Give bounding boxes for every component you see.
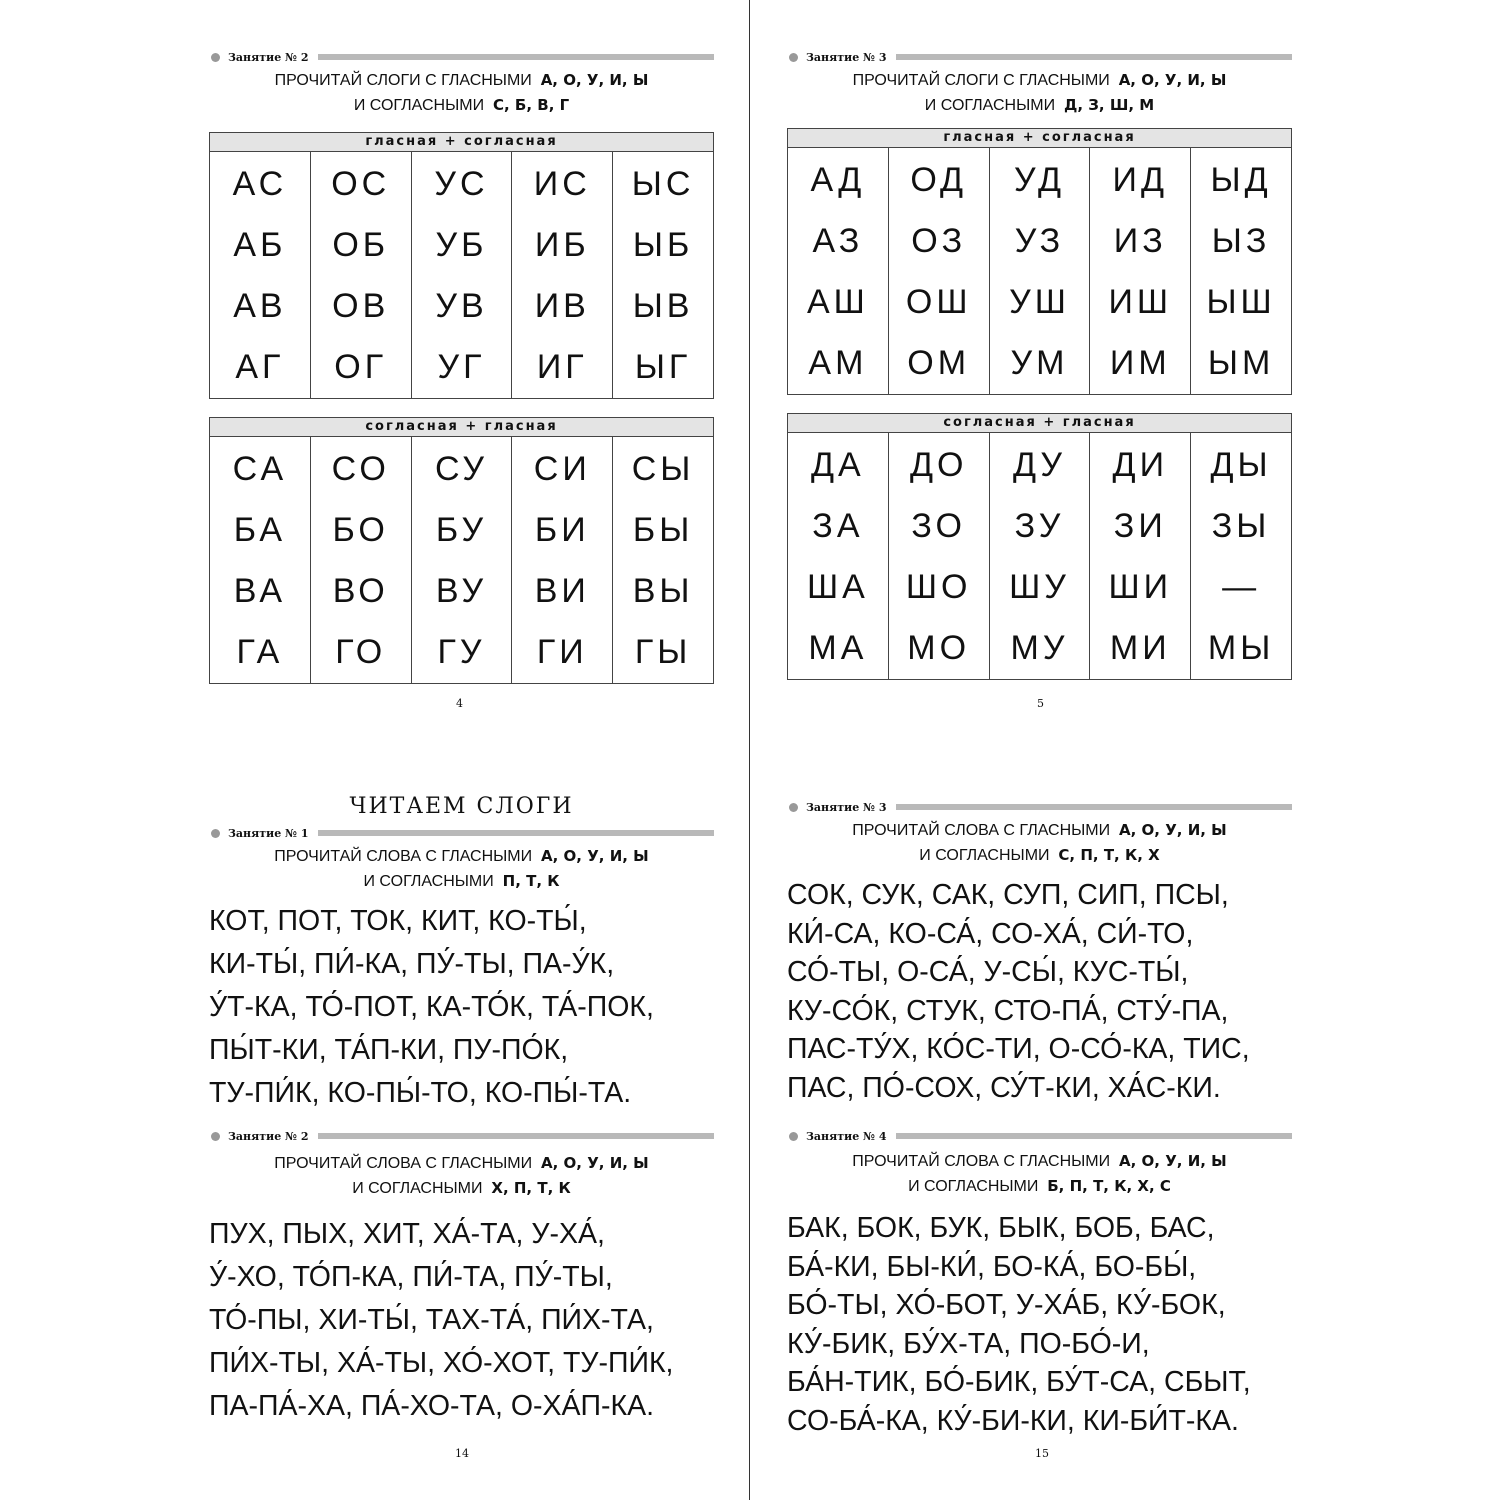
page-number: 14 <box>455 1447 469 1460</box>
syllable-cell: МЫ <box>1207 629 1275 667</box>
instruction-letters: А, О, У, И, Ы <box>541 1154 649 1172</box>
syllable-cell: ЫЗ <box>1211 222 1271 260</box>
syllable-cell: ЫВ <box>632 287 694 325</box>
syllable-cell: ГУ <box>437 633 486 671</box>
instruction-letters: А, О, У, И, Ы <box>540 71 649 89</box>
instruction-text: ПРОЧИТАЙ СЛОВА С ГЛАСНЫМИ <box>852 1153 1111 1170</box>
lesson-label: Занятие № 2 <box>228 50 309 64</box>
lesson-header <box>209 824 714 842</box>
word-line: КУ-СО́К, СТУК, СТО-ПА́, СТУ́-ПА, <box>787 994 1229 1027</box>
instruction-letters: П, Т, К <box>502 872 560 890</box>
syllable-cell: ЫД <box>1210 161 1272 199</box>
lesson-header <box>209 48 714 66</box>
syllable-cell: ЫГ <box>634 348 692 386</box>
syllable-cell: ЫС <box>631 165 695 203</box>
syllable-cell: УГ <box>437 348 486 386</box>
word-line: ПАС, ПО́-СОХ, СУ́Т-КИ, ХА́С-КИ. <box>787 1071 1221 1104</box>
instruction-text: И СОГЛАСНЫМИ <box>352 1180 483 1197</box>
page-4 <box>209 48 714 684</box>
word-line: БО́-ТЫ, ХО́-БОТ, У-ХА́Б, КУ́-БОК, <box>787 1289 1226 1321</box>
syllable-cell: ВУ <box>435 572 488 610</box>
syllable-cell: ИЗ <box>1113 222 1167 260</box>
syllable-cell: ЫШ <box>1206 283 1276 321</box>
syllable-cell: МИ <box>1109 629 1171 667</box>
table-column <box>210 437 310 683</box>
syllable-cell: УВ <box>435 287 488 325</box>
page-number: 15 <box>1035 1447 1049 1460</box>
header-rule <box>318 1133 714 1139</box>
syllable-cell: АД <box>810 161 866 199</box>
word-line: БА́Н-ТИК, БО́-БИК, БУ́Т-СА, СБЫТ, <box>787 1366 1251 1398</box>
syllable-cell: АЗ <box>812 222 864 260</box>
lesson-header <box>787 1127 1292 1145</box>
instruction <box>787 818 1292 868</box>
table-column <box>1190 148 1291 394</box>
syllable-cell: МА <box>808 629 868 667</box>
instruction-text: И СОГЛАСНЫМИ <box>363 873 494 890</box>
syllable-cell: ШУ <box>1009 568 1070 606</box>
bullet-icon <box>789 803 798 812</box>
syllable-cell: МУ <box>1010 629 1069 667</box>
table-header: согласная + гласная <box>210 418 713 437</box>
table-column <box>1089 148 1190 394</box>
syllable-cell: ОС <box>331 165 391 203</box>
table-column <box>511 152 612 398</box>
bullet-icon <box>211 1132 220 1141</box>
instruction-letters: А, О, У, И, Ы <box>541 847 649 865</box>
syllable-cell: ОБ <box>332 226 390 264</box>
syllable-cell: УЗ <box>1014 222 1065 260</box>
word-line: КИ-ТЫ́, ПИ́-КА, ПУ́-ТЫ, ПА-У́К, <box>209 948 615 980</box>
syllable-cell: СО <box>331 450 390 488</box>
word-line: ТО́-ПЫ, ХИ-ТЫ́, ТАХ-ТА́, ПИ́Х-ТА, <box>209 1304 654 1336</box>
instruction <box>209 1151 714 1201</box>
instruction-letters: А, О, У, И, Ы <box>1119 1152 1227 1170</box>
syllable-cell: ГЫ <box>634 633 692 671</box>
instruction-letters: Б, П, Т, К, Х, С <box>1047 1177 1171 1195</box>
page-number: 4 <box>456 697 463 710</box>
word-line: КИ́-СА, КО-СА́, СО-ХА́, СИ́-ТО, <box>787 917 1194 950</box>
word-line: У́-ХО, ТО́П-КА, ПИ́-ТА, ПУ́-ТЫ, <box>209 1261 613 1293</box>
instruction-letters: С, П, Т, К, Х <box>1058 846 1160 864</box>
word-line: ПУХ, ПЫХ, ХИТ, ХА́-ТА, У-ХА́, <box>209 1218 605 1250</box>
instruction-letters: А, О, У, И, Ы <box>1118 71 1227 89</box>
syllable-cell: ИВ <box>534 287 590 325</box>
instruction-text: ПРОЧИТАЙ СЛОГИ С ГЛАСНЫМИ <box>274 72 532 89</box>
syllable-cell: ИБ <box>534 226 590 264</box>
instruction <box>209 68 714 118</box>
header-rule <box>896 54 1292 60</box>
word-line: БАК, БОК, БУК, БЫК, БОБ, БАС, <box>787 1212 1215 1244</box>
syllable-cell: ЗУ <box>1014 507 1065 545</box>
lesson-label: Занятие № 2 <box>228 1129 309 1143</box>
syllable-cell: ДУ <box>1012 446 1066 484</box>
syllable-cell: ГА <box>236 633 284 671</box>
syllable-cell: БА <box>233 511 287 549</box>
word-line: СОК, СУК, САК, СУП, СИП, ПСЫ, <box>787 879 1229 911</box>
table-column <box>788 433 888 679</box>
instruction <box>787 68 1292 118</box>
table-column <box>612 437 713 683</box>
section-title: ЧИТАЕМ СЛОГИ <box>349 794 574 819</box>
syllable-cell: БИ <box>534 511 590 549</box>
header-rule <box>896 1133 1292 1139</box>
table-column <box>888 148 989 394</box>
word-line: ТУ-ПИ́К, КО-ПЫ́-ТО, КО-ПЫ́-ТА. <box>209 1077 632 1109</box>
syllable-cell: УБ <box>435 226 488 264</box>
syllable-cell: ЫБ <box>632 226 694 264</box>
syllable-cell: ВИ <box>534 572 590 610</box>
header-rule <box>318 830 714 836</box>
word-line: СО-БА́-КА, КУ́-БИ-КИ, КИ-БИ́Т-КА. <box>787 1404 1239 1437</box>
page-14 <box>209 790 714 1428</box>
syllable-cell: ГО <box>335 633 387 671</box>
lesson-header <box>209 1127 714 1145</box>
instruction-letters: А, О, У, И, Ы <box>1119 821 1227 839</box>
instruction-text: ПРОЧИТАЙ СЛОВА С ГЛАСНЫМИ <box>274 1155 533 1172</box>
table-column <box>788 148 888 394</box>
syllable-cell: СА <box>232 450 288 488</box>
syllable-cell: ИМ <box>1109 344 1171 382</box>
word-line: БА́-КИ, БЫ-КИ́, БО-КА́, БО-БЫ́, <box>787 1250 1197 1283</box>
header-rule <box>896 804 1292 810</box>
syllable-table <box>209 132 714 399</box>
syllable-cell: УД <box>1013 161 1066 199</box>
syllable-cell: ИГ <box>536 348 588 386</box>
table-column <box>989 433 1090 679</box>
instruction-text: И СОГЛАСНЫМИ <box>919 847 1050 864</box>
table-header: согласная + гласная <box>788 414 1291 433</box>
syllable-cell: ОД <box>910 161 968 199</box>
syllable-cell: ГИ <box>536 633 588 671</box>
table-column <box>310 437 411 683</box>
word-line: КУ́-БИК, БУ́Х-ТА, ПО-БО́-И, <box>787 1327 1150 1360</box>
syllable-table <box>787 413 1292 680</box>
syllable-cell: ЗА <box>812 507 864 545</box>
page-5 <box>787 48 1292 680</box>
table-column <box>511 437 612 683</box>
syllable-cell: ОГ <box>334 348 388 386</box>
table-column <box>411 437 512 683</box>
instruction-letters: Д, З, Ш, М <box>1063 96 1155 114</box>
syllable-cell: ДА <box>811 446 865 484</box>
lesson-label: Занятие № 3 <box>806 50 887 64</box>
syllable-cell: АМ <box>808 344 868 382</box>
syllable-cell: ИШ <box>1108 283 1173 321</box>
table-column <box>1089 433 1190 679</box>
syllable-cell: ОЗ <box>911 222 967 260</box>
word-list <box>787 876 1292 1107</box>
instruction-text: ПРОЧИТАЙ СЛОГИ С ГЛАСНЫМИ <box>852 72 1110 89</box>
syllable-cell: ЗИ <box>1113 507 1167 545</box>
instruction <box>787 1149 1292 1199</box>
lesson-header <box>787 798 1292 816</box>
syllable-cell: ДО <box>909 446 968 484</box>
syllable-cell: ШО <box>905 568 972 606</box>
syllable-cell: ОВ <box>332 287 390 325</box>
table-header: гласная + согласная <box>210 133 713 152</box>
bullet-icon <box>211 53 220 62</box>
syllable-cell: БУ <box>435 511 488 549</box>
syllable-cell: СЫ <box>631 450 695 488</box>
instruction <box>209 844 714 894</box>
instruction-text: ПРОЧИТАЙ СЛОВА С ГЛАСНЫМИ <box>274 848 533 865</box>
instruction-text: И СОГЛАСНЫМИ <box>353 97 485 114</box>
syllable-cell: УМ <box>1010 344 1069 382</box>
spread-divider <box>749 0 750 1500</box>
syllable-cell: СИ <box>533 450 591 488</box>
word-line: КОТ, ПОТ, ТОК, КИТ, КО-ТЫ́, <box>209 905 587 937</box>
syllable-cell: АГ <box>235 348 285 386</box>
syllable-cell: ВЫ <box>632 572 694 610</box>
syllable-cell: АШ <box>806 283 869 321</box>
syllable-cell: БЫ <box>632 511 694 549</box>
table-column <box>1190 433 1291 679</box>
syllable-table <box>787 128 1292 395</box>
bullet-icon <box>789 1132 798 1141</box>
lesson-label: Занятие № 4 <box>806 1129 887 1143</box>
syllable-cell: УС <box>434 165 489 203</box>
table-column <box>411 152 512 398</box>
word-list <box>209 900 714 1115</box>
table-column <box>888 433 989 679</box>
syllable-cell: ИД <box>1112 161 1169 199</box>
syllable-cell: — <box>1222 568 1261 606</box>
word-line: ПАС-ТУ́Х, КО́С-ТИ, О-СО́-КА, ТИС, <box>787 1033 1250 1065</box>
instruction-letters: С, Б, В, Г <box>492 96 570 114</box>
syllable-cell: АБ <box>233 226 287 264</box>
syllable-table <box>209 417 714 684</box>
syllable-cell: ДЫ <box>1210 446 1272 484</box>
bullet-icon <box>789 53 798 62</box>
syllable-cell: МО <box>907 629 971 667</box>
word-line: СО́-ТЫ, О-СА́, У-СЫ́, КУС-ТЫ́, <box>787 956 1189 988</box>
syllable-cell: ЗЫ <box>1211 507 1271 545</box>
table-column <box>310 152 411 398</box>
table-column <box>612 152 713 398</box>
lesson-label: Занятие № 3 <box>806 800 887 814</box>
instruction-text: И СОГЛАСНЫМИ <box>924 97 1056 114</box>
instruction-letters: Х, П, Т, К <box>491 1179 571 1197</box>
syllable-cell: ЗО <box>911 507 966 545</box>
syllable-cell: АВ <box>233 287 287 325</box>
syllable-cell: АС <box>232 165 288 203</box>
header-rule <box>318 54 714 60</box>
table-column <box>210 152 310 398</box>
word-list <box>209 1213 714 1428</box>
table-header: гласная + согласная <box>788 129 1291 148</box>
syllable-cell: ЫМ <box>1207 344 1275 382</box>
page-15 <box>787 798 1292 1440</box>
syllable-cell: ИС <box>533 165 591 203</box>
syllable-cell: ОШ <box>905 283 972 321</box>
table-column <box>989 148 1090 394</box>
lesson-header <box>787 48 1292 66</box>
syllable-cell: СУ <box>434 450 488 488</box>
word-line: ПЫ́Т-КИ, ТА́П-КИ, ПУ-ПО́К, <box>209 1034 569 1066</box>
lesson-label: Занятие № 1 <box>228 826 309 840</box>
bullet-icon <box>211 829 220 838</box>
syllable-cell: БО <box>332 511 389 549</box>
syllable-cell: ДИ <box>1112 446 1169 484</box>
word-line: ПИ́Х-ТЫ, ХА́-ТЫ, ХО́-ХОТ, ТУ-ПИ́К, <box>209 1347 674 1379</box>
page-number: 5 <box>1037 697 1044 710</box>
syllable-cell: ОМ <box>907 344 971 382</box>
instruction-text: И СОГЛАСНЫМИ <box>908 1178 1039 1195</box>
word-list <box>787 1209 1292 1440</box>
syllable-cell: ШИ <box>1108 568 1173 606</box>
word-line: У́Т-КА, ТО́-ПОТ, КА-ТО́К, ТА́-ПОК, <box>209 991 654 1023</box>
syllable-cell: ВО <box>332 572 389 610</box>
instruction-text: ПРОЧИТАЙ СЛОВА С ГЛАСНЫМИ <box>852 822 1111 839</box>
syllable-cell: УШ <box>1009 283 1070 321</box>
word-line: ПА-ПА́-ХА, ПА́-ХО-ТА, О-ХА́П-КА. <box>209 1390 655 1422</box>
syllable-cell: ША <box>806 568 869 606</box>
syllable-cell: ВА <box>233 572 287 610</box>
